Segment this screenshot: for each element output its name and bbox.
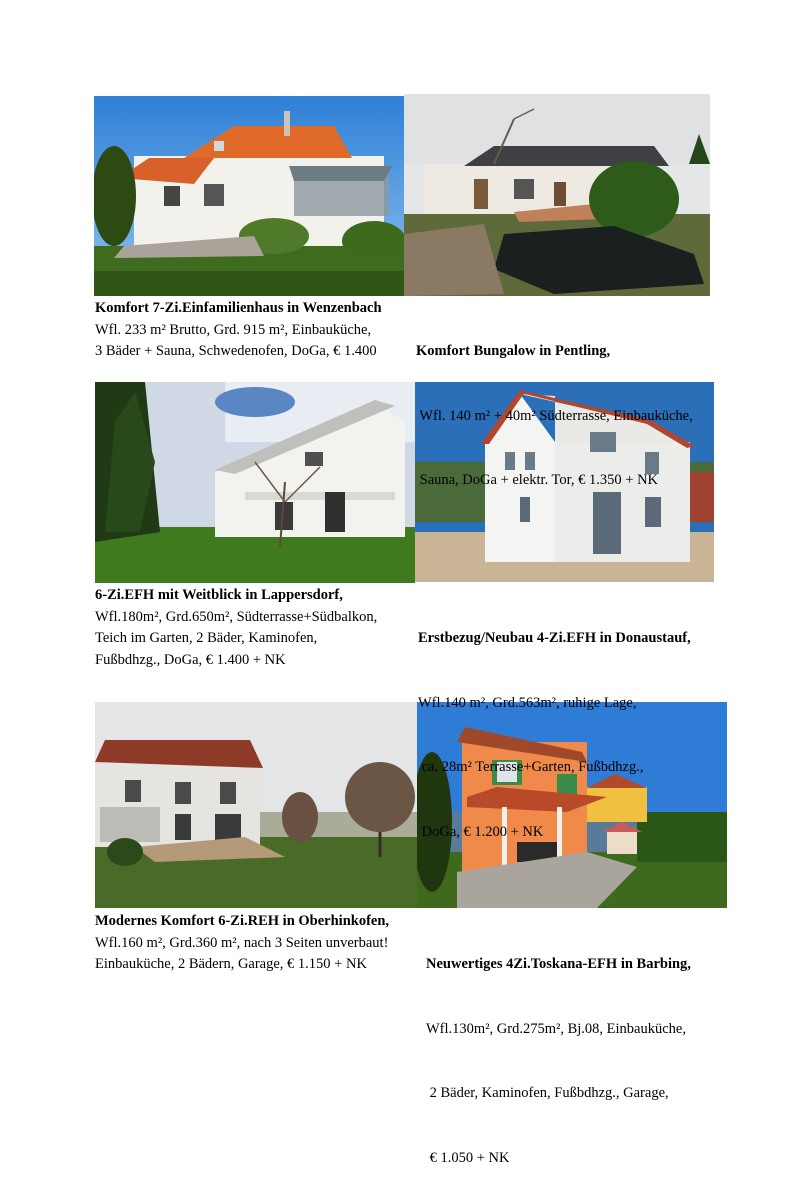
listing-title: 6-Zi.EFH mit Weitblick in Lappersdorf, — [95, 587, 343, 603]
listing-title: Erstbezug/Neubau 4-Zi.EFH in Donaustauf, — [418, 630, 691, 646]
listing-detail-line: 2 Bäder, Kaminofen, Fußbdhzg., Garage, — [426, 1085, 669, 1101]
listing-caption-barbing — [426, 911, 691, 1191]
listing-detail-line: Fußbdhzg., DoGa, € 1.400 + NK — [95, 651, 286, 668]
listing-detail-line: Wfl.140 m², Grd.563m², ruhige Lage, — [418, 694, 637, 711]
house-photo-pentling — [404, 94, 710, 296]
listing-detail-line: Wfl.160 m², Grd.360 m², nach 3 Seiten unverbaut! — [95, 934, 389, 951]
listing-detail-line: DoGa, € 1.200 + NK — [418, 823, 544, 840]
listing-detail-line: Wfl. 233 m² Brutto, Grd. 915 m², Einbauküche, — [95, 321, 372, 338]
listing-caption-oberhinkofen — [95, 911, 389, 976]
listing-detail-line: 3 Bäder + Sauna, Schwedenofen, DoGa, € 1.400 — [95, 343, 377, 359]
listing-caption-pentling — [416, 298, 693, 513]
listing-title: Komfort 7-Zi.Einfamilienhaus in Wenzenbach — [95, 300, 382, 316]
listing-detail-line: Wfl. 140 m² + 40m² Südterrasse, Einbauküche, — [416, 407, 693, 424]
listing-detail-line: Wfl.130m², Grd.275m², Bj.08, Einbauküche, — [426, 1020, 686, 1037]
house-photo-oberhinkofen — [95, 702, 417, 908]
listing-detail-line: € 1.050 + NK — [426, 1149, 510, 1166]
listing-detail-line: ca. 28m² Terrasse+Garten, Fußbdhzg., — [418, 759, 644, 775]
listing-title: Modernes Komfort 6-Zi.REH in Oberhinkofen, — [95, 913, 390, 929]
listing-caption-wenzenbach — [95, 298, 382, 363]
listing-detail-line: Wfl.180m², Grd.650m², Südterrasse+Südbalkon, — [95, 608, 378, 625]
listing-caption-donaustauf — [418, 585, 691, 865]
listing-detail-line: Einbauküche, 2 Bädern, Garage, € 1.150 + NK — [95, 956, 367, 972]
listing-title: Neuwertiges 4Zi.Toskana-EFH in Barbing, — [426, 956, 691, 972]
house-photo-lappersdorf — [95, 382, 415, 583]
listing-caption-lappersdorf — [95, 585, 377, 671]
listing-title: Komfort Bungalow in Pentling, — [416, 343, 611, 359]
house-photo-wenzenbach — [94, 96, 404, 296]
listing-detail-line: Teich im Garten, 2 Bäder, Kaminofen, — [95, 630, 318, 646]
listing-detail-line: Sauna, DoGa + elektr. Tor, € 1.350 + NK — [416, 472, 659, 488]
